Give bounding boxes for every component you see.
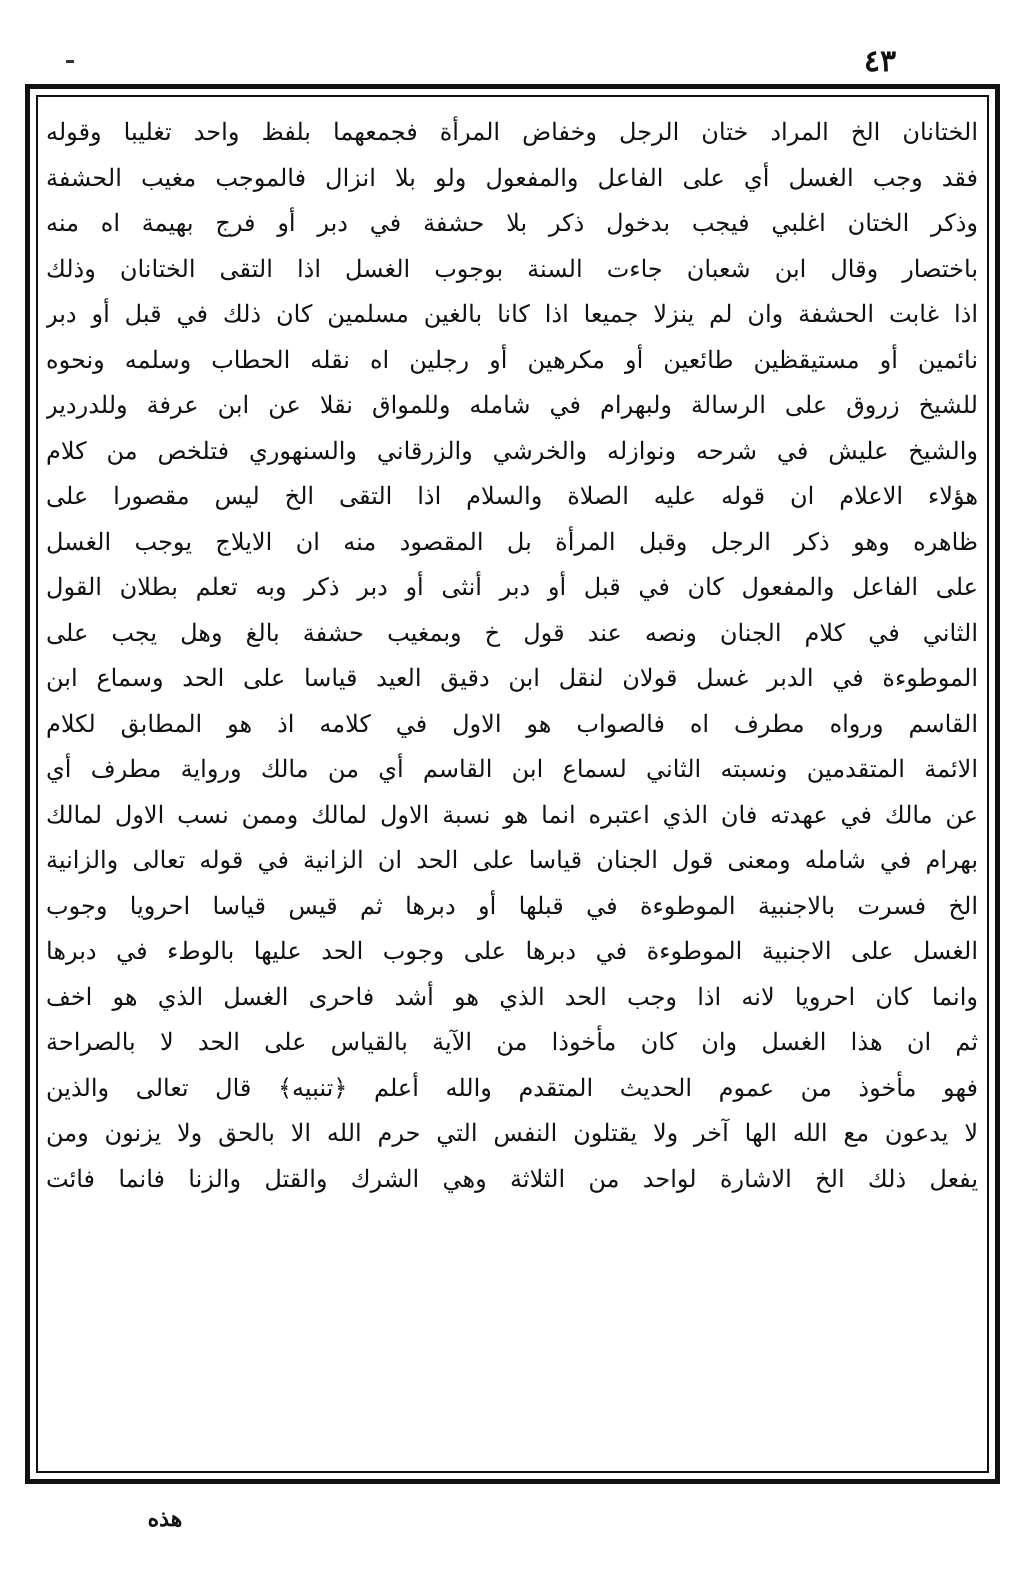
text-line-4: باختصار وقال ابن شعبان جاءت السنة بوجوب الغسل اذا التقى الختانان وذلك	[46, 254, 978, 283]
text-line-6: نائمين أو مستيقظين طائعين أو مكرهين أو رجلين اه نقله الحطاب وسلمه ونحوه	[46, 345, 978, 374]
text-line-10: ظاهره وهو ذكر الرجل وقبل المرأة بل المقصود منه ان الايلاج يوجب الغسل	[46, 527, 978, 556]
top-margin-mark	[66, 60, 74, 63]
text-line-12: الثاني في كلام الجنان ونصه عند قول خ وبمغيب حشفة بالغ وهل يجب على	[46, 618, 978, 647]
text-line-7: للشيخ زروق على الرسالة ولبهرام في شامله وللمواق نقلا عن ابن عرفة وللدردير	[46, 391, 978, 419]
text-line-1: الختانان الخ المراد ختان الرجل وخفاض المرأة فجمعهما بلفظ واحد تغليبا وقوله	[46, 118, 978, 146]
page-number: ٤٣	[863, 44, 897, 79]
text-line-5: اذا غابت الحشفة وان لم ينزلا جميعا اذا كانا بالغين مسلمين كان ذلك في قبل أو دبر	[46, 300, 978, 328]
text-line-23: لا يدعون مع الله الها آخر ولا يقتلون النفس التي حرم الله الا بالحق ولا يزنون ومن	[46, 1119, 978, 1147]
text-line-24: يفعل ذلك الخ الاشارة لواحد من الثلاثة وهي الشرك والقتل والزنا فانما فائت	[46, 1164, 978, 1193]
text-line-18: الخ فسرت بالاجنبية الموطوءة في قبلها أو دبرها ثم قيس قياسا احرويا وجوب	[46, 891, 978, 920]
text-line-16: عن مالك في عهدته فان الذي اعتبره انما هو نسبة الاول لمالك وممن نسب الاول لمالك	[46, 800, 978, 829]
catchword: هذه	[147, 1506, 183, 1532]
text-line-22: فهو مأخوذ من عموم الحديث المتقدم والله أعلم ﴿تنبيه﴾ قال تعالى والذين	[46, 1073, 978, 1102]
text-line-9: هؤلاء الاعلام ان قوله عليه الصلاة والسلام اذا التقى الخ ليس مقصورا على	[46, 482, 978, 510]
text-line-11: على الفاعل والمفعول كان في قبل أو دبر أنثى أو دبر ذكر وبه تعلم بطلان القول	[46, 573, 978, 601]
text-line-8: والشيخ عليش في شرحه ونوازله والخرشي والزرقاني والسنهوري فتلخص من كلام	[46, 436, 978, 465]
text-line-15: الائمة المتقدمين ونسبته الثاني لسماع ابن القاسم أي من مالك ورواية مطرف أي	[46, 755, 978, 783]
text-line-17: بهرام في شامله ومعنى قول الجنان قياسا على الحد ان الزانية في قوله تعالى والزانية	[46, 846, 978, 874]
text-line-13: الموطوءة في الدبر غسل قولان لنقل ابن دقيق العيد قياسا على الحد وسماع ابن	[46, 664, 978, 692]
text-line-3: وذكر الختان اغلبي فيجب بدخول ذكر بلا حشفة في دبر أو فرج بهيمة اه منه	[46, 209, 978, 237]
text-line-19: الغسل على الاجنبية الموطوءة في دبرها على وجوب الحد عليها بالوطء في دبرها	[46, 937, 978, 965]
text-block	[46, 110, 978, 1470]
text-line-21: ثم ان هذا الغسل وان كان مأخوذا من الآية بالقياس على الحد لا بالصراحة	[46, 1028, 978, 1056]
text-line-2: فقد وجب الغسل أي على الفاعل والمفعول ولو بلا انزال فالموجب مغيب الحشفة	[46, 163, 978, 192]
text-line-20: وانما كان احرويا لانه اذا وجب الحد الذي هو أشد فاحرى الغسل الذي هو اخف	[46, 982, 978, 1011]
text-line-14: القاسم ورواه مطرف اه فالصواب هو الاول في كلامه اذ هو المطابق لكلام	[46, 709, 978, 738]
